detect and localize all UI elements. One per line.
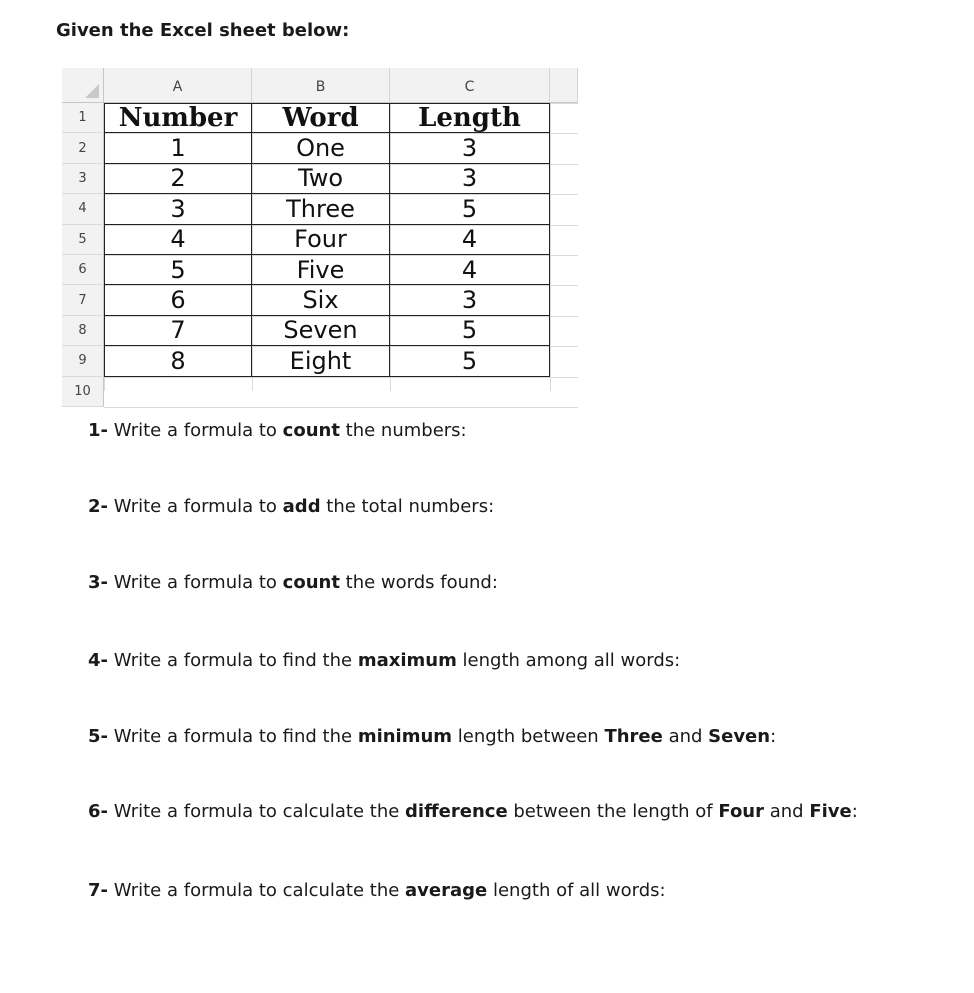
row-header-4[interactable]: 4 — [62, 194, 104, 224]
question-number: 3- — [88, 572, 108, 593]
table-cell[interactable]: 5 — [390, 316, 550, 346]
table-cell[interactable]: Six — [252, 285, 390, 315]
emphasis-text: Four — [718, 801, 764, 822]
table-cell[interactable]: 6 — [104, 285, 252, 315]
question-text: length among all words: — [456, 650, 681, 671]
row-header-5[interactable]: 5 — [62, 225, 104, 255]
question-text: Write a formula to — [113, 420, 283, 441]
gridline — [104, 407, 578, 408]
table-cell[interactable]: 4 — [390, 255, 550, 285]
emphasis-text: Three — [604, 726, 663, 747]
table-cell[interactable]: 5 — [390, 346, 550, 376]
question-text: Write a formula to calculate the — [113, 880, 406, 901]
table-cell[interactable]: Two — [252, 164, 390, 194]
question-text: Write a formula to — [113, 496, 283, 517]
table-cell[interactable]: Three — [252, 194, 390, 224]
emphasis-text: Seven — [708, 726, 771, 747]
question-number: 6- — [88, 801, 108, 822]
table-cell[interactable]: 4 — [104, 225, 252, 255]
table-cell[interactable]: 8 — [104, 346, 252, 376]
row-header-2[interactable]: 2 — [62, 133, 104, 163]
table-cell[interactable]: 3 — [390, 164, 550, 194]
emphasis-text: count — [282, 420, 340, 441]
select-all-triangle-icon — [85, 84, 99, 98]
question-text: and — [662, 726, 709, 747]
question-text: Write a formula to — [113, 572, 283, 593]
question-text: : — [851, 801, 858, 822]
table-cell[interactable]: 7 — [104, 316, 252, 346]
question-number: 5- — [88, 726, 108, 747]
emphasis-text: count — [282, 572, 340, 593]
table-cell[interactable]: 3 — [390, 285, 550, 315]
emphasis-text: maximum — [357, 650, 457, 671]
question-text: the words found: — [339, 572, 498, 593]
column-header-a[interactable]: A — [104, 68, 252, 103]
question-text: the numbers: — [339, 420, 467, 441]
table-header-cell[interactable]: Word — [252, 103, 390, 133]
table-cell[interactable]: 1 — [104, 133, 252, 163]
table-cell[interactable]: Eight — [252, 346, 390, 376]
select-all-corner[interactable] — [62, 68, 104, 103]
table-cell[interactable]: Seven — [252, 316, 390, 346]
emphasis-text: minimum — [357, 726, 453, 747]
question-text: and — [764, 801, 810, 822]
gridline — [104, 377, 578, 378]
question-text: the total numbers: — [320, 496, 495, 517]
question-4 — [88, 650, 680, 671]
emphasis-text: difference — [405, 801, 508, 822]
question-7 — [88, 880, 666, 901]
row-header-1[interactable]: 1 — [62, 103, 104, 133]
emphasis-text: average — [405, 880, 488, 901]
table-cell[interactable]: 2 — [104, 164, 252, 194]
question-number: 1- — [88, 420, 108, 441]
table-cell[interactable]: 4 — [390, 225, 550, 255]
question-1 — [88, 420, 467, 441]
table-cell[interactable]: 3 — [390, 133, 550, 163]
table-cell[interactable]: 5 — [104, 255, 252, 285]
question-text: Write a formula to find the — [113, 650, 358, 671]
question-text: Write a formula to find the — [113, 726, 358, 747]
emphasis-text: Five — [809, 801, 852, 822]
table-cell[interactable]: 3 — [104, 194, 252, 224]
emphasis-text: add — [282, 496, 321, 517]
row-header-9[interactable]: 9 — [62, 346, 104, 376]
question-number: 7- — [88, 880, 108, 901]
row-header-8[interactable]: 8 — [62, 316, 104, 346]
table-cell[interactable]: Four — [252, 225, 390, 255]
question-2 — [88, 496, 494, 517]
question-text: : — [770, 726, 777, 747]
question-6 — [88, 794, 948, 830]
table-header-cell[interactable]: Number — [104, 103, 252, 133]
table-cell[interactable]: One — [252, 133, 390, 163]
gridline — [550, 103, 551, 391]
question-text: length of all words: — [487, 880, 666, 901]
question-text: Write a formula to calculate the — [113, 801, 406, 822]
row-header-3[interactable]: 3 — [62, 164, 104, 194]
column-header-c[interactable]: C — [390, 68, 550, 103]
question-text: length between — [452, 726, 605, 747]
row-header-7[interactable]: 7 — [62, 285, 104, 315]
column-header-b[interactable]: B — [252, 68, 390, 103]
question-5 — [88, 726, 776, 747]
column-header-blank[interactable] — [550, 68, 578, 103]
question-text: between the length of — [507, 801, 719, 822]
question-3 — [88, 572, 498, 593]
table-cell[interactable]: 5 — [390, 194, 550, 224]
question-number: 2- — [88, 496, 108, 517]
page-heading: Given the Excel sheet below: — [56, 20, 350, 41]
question-number: 4- — [88, 650, 108, 671]
row-header-6[interactable]: 6 — [62, 255, 104, 285]
row-header-10[interactable]: 10 — [62, 377, 104, 407]
table-header-cell[interactable]: Length — [390, 103, 550, 133]
excel-sheet — [62, 68, 578, 399]
table-cell[interactable]: Five — [252, 255, 390, 285]
sheet-grid — [62, 68, 578, 399]
